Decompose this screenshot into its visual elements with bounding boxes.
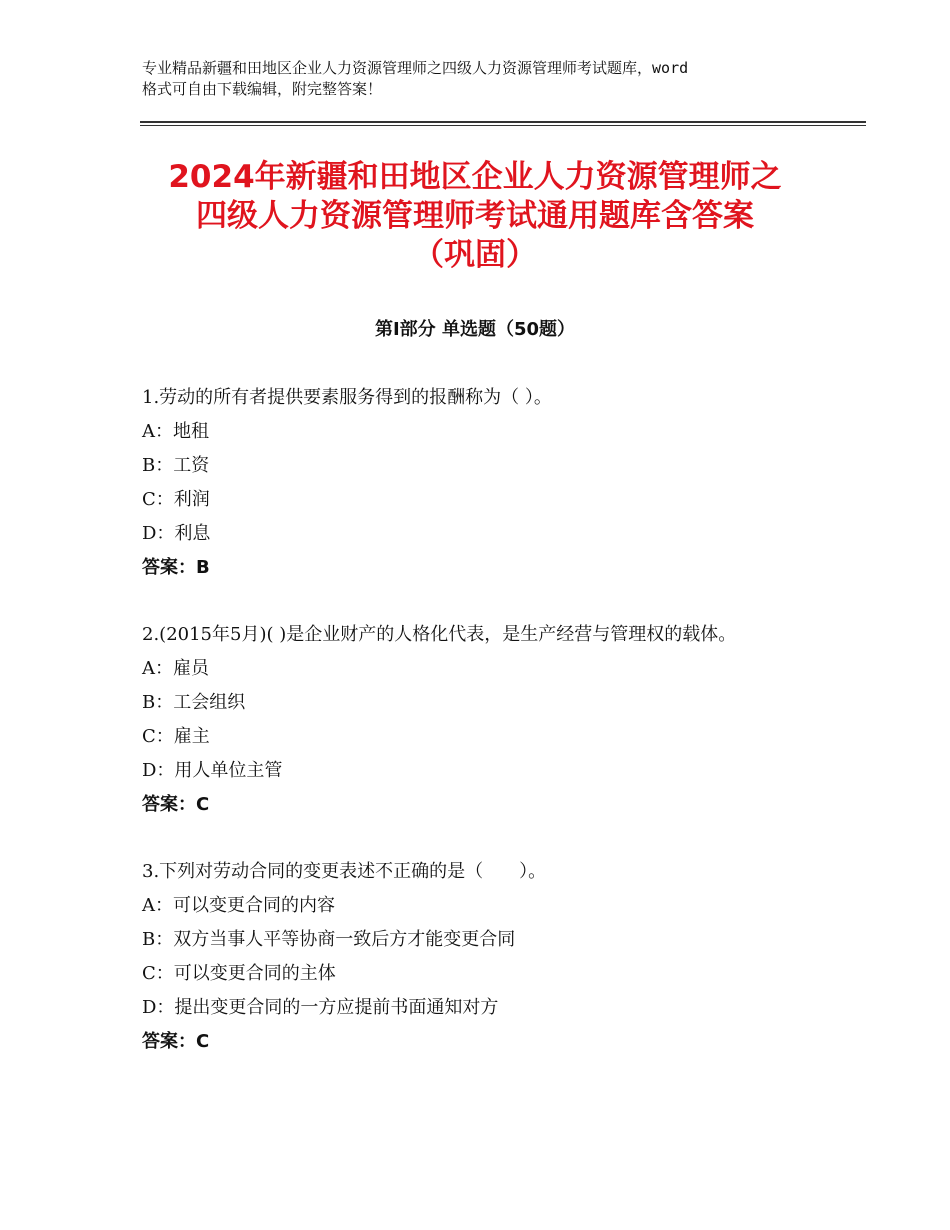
- option-a: A：雇员: [142, 658, 209, 679]
- answer: 答案：C: [142, 794, 210, 815]
- answer: 答案：B: [142, 557, 210, 578]
- option-b: B：工资: [142, 455, 210, 476]
- document-title: [100, 158, 850, 275]
- document-title-line-3: （巩固）: [413, 237, 537, 273]
- question-stem: 2.(2015年5月)( )是企业财产的人格化代表，是生产经营与管理权的载体。: [142, 624, 737, 645]
- question-1: [142, 381, 822, 585]
- question-stem: 3.下列对劳动合同的变更表述不正确的是（ ）。: [142, 861, 547, 882]
- question-stem: 1.劳动的所有者提供要素服务得到的报酬称为（ ）。: [142, 387, 552, 408]
- option-c: C：可以变更合同的主体: [142, 963, 336, 984]
- option-d: D：用人单位主管: [142, 760, 283, 781]
- document-title-line-1: 2024年新疆和田地区企业人力资源管理师之: [168, 159, 782, 195]
- header-note: [142, 58, 822, 100]
- option-b: B：双方当事人平等协商一致后方才能变更合同: [142, 929, 516, 950]
- header-note-line-2: 格式可自由下载编辑，附完整答案！: [142, 80, 383, 98]
- header-divider: [140, 121, 866, 126]
- option-a: A：可以变更合同的内容: [142, 895, 335, 916]
- question-3: [142, 855, 822, 1059]
- option-b: B：工会组织: [142, 692, 246, 713]
- option-a: A：地租: [142, 421, 209, 442]
- option-d: D：提出变更合同的一方应提前书面通知对方: [142, 997, 499, 1018]
- option-c: C：利润: [142, 489, 210, 510]
- document-title-line-2: 四级人力资源管理师考试通用题库含答案: [196, 198, 754, 234]
- option-d: D：利息: [142, 523, 211, 544]
- question-list: [142, 381, 822, 1092]
- section-title: 第Ⅰ部分 单选题（50题）: [374, 319, 575, 340]
- question-2: [142, 618, 822, 822]
- header-note-line-1: 专业精品新疆和田地区企业人力资源管理师之四级人力资源管理师考试题库，word: [142, 59, 689, 77]
- answer: 答案：C: [142, 1031, 210, 1052]
- option-c: C：雇主: [142, 726, 210, 747]
